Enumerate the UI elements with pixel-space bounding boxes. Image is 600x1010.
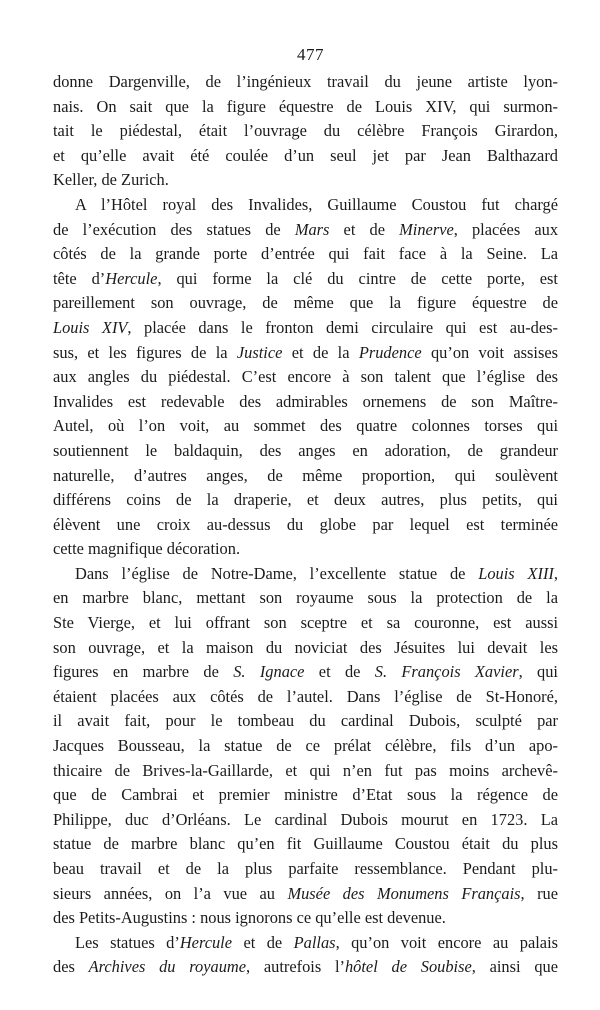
text-run: étaient placées aux côtés de l’autel. Dans l’église de St-Honoré, bbox=[53, 686, 558, 706]
text-line bbox=[53, 955, 558, 980]
book-page bbox=[53, 44, 558, 980]
text-run: , qui forme la clé du cintre de cette porte, est bbox=[157, 268, 558, 288]
text-line bbox=[53, 906, 558, 931]
text-run: pareillement son ouvrage, de même que la figure équestre de bbox=[53, 293, 558, 313]
italic-text: Pallas bbox=[293, 932, 336, 952]
text-line bbox=[53, 882, 558, 907]
text-line bbox=[53, 464, 558, 489]
text-run: figures en marbre de bbox=[53, 662, 234, 682]
text-line bbox=[53, 513, 558, 538]
paragraph bbox=[53, 193, 558, 562]
italic-text: S. François Xavier bbox=[374, 662, 519, 682]
text-run: , rue bbox=[520, 883, 559, 903]
text-line bbox=[53, 734, 558, 759]
italic-text: Justice bbox=[236, 342, 283, 362]
text-run: élèvent une croix au-dessus du globe par lequel est terminée bbox=[53, 514, 558, 534]
text-run: et de bbox=[329, 219, 400, 239]
text-run: cette magnifique décoration. bbox=[53, 539, 241, 559]
page-text-body bbox=[53, 70, 558, 980]
text-run: Keller, de Zurich. bbox=[53, 170, 169, 190]
text-line bbox=[53, 808, 558, 833]
text-line bbox=[53, 562, 558, 587]
italic-text: Louis XIII bbox=[478, 563, 554, 583]
text-line bbox=[53, 783, 558, 808]
text-run: et qu’elle avait été coulée d’un seul jet par Jean Balthazard bbox=[53, 145, 558, 165]
text-line bbox=[53, 586, 558, 611]
text-run: naturelle, d’autres anges, de même proportion, qui soulèvent bbox=[53, 465, 558, 485]
text-line bbox=[53, 168, 558, 193]
italic-text: Minerve bbox=[399, 219, 454, 239]
text-run: donne Dargenville, de l’ingénieux travail du jeune artiste lyon- bbox=[53, 72, 558, 91]
text-run: des Petits-Augustins : nous ignorons ce qu’elle est devenue. bbox=[53, 908, 446, 928]
text-line bbox=[53, 144, 558, 169]
text-run: sieurs années, on l’a vue au bbox=[53, 883, 288, 903]
italic-text: Louis XIV bbox=[53, 317, 128, 337]
paragraph bbox=[53, 931, 558, 980]
text-line bbox=[53, 611, 558, 636]
text-run: tête d’ bbox=[53, 268, 106, 288]
text-line bbox=[53, 267, 558, 292]
italic-text: Mars bbox=[294, 219, 330, 239]
text-run: Les statues d’ bbox=[75, 932, 180, 952]
italic-text: Musée des Monumens Français bbox=[287, 883, 521, 903]
text-run: Invalides est redevable des admirables ornemens de son Maître- bbox=[53, 391, 558, 411]
paragraph bbox=[53, 562, 558, 931]
text-run: nais. On sait que la figure équestre de Louis XIV, qui surmon- bbox=[53, 96, 558, 116]
text-line bbox=[53, 242, 558, 267]
text-run: Ste Vierge, et lui offrant son sceptre et sa couronne, est aussi bbox=[53, 613, 558, 633]
text-run: tait le piédestal, était l’ouvrage du célèbre François Girardon, bbox=[53, 121, 558, 141]
text-run: Jacques Bousseau, la statue de ce prélat célèbre, fils d’un apo- bbox=[53, 736, 558, 756]
text-run: côtés de la grande porte d’entrée qui fait face à la Seine. La bbox=[53, 244, 558, 264]
text-run: sus, et les figures de la bbox=[53, 342, 237, 362]
text-run: son ouvrage, et la maison du noviciat des Jésuites lui devait les bbox=[53, 637, 558, 657]
text-run: , placée dans le fronton demi circulaire qui est au-des- bbox=[127, 317, 558, 337]
text-line bbox=[53, 341, 558, 366]
text-line bbox=[53, 537, 558, 562]
text-line bbox=[53, 193, 558, 218]
text-run: que de Cambrai et premier ministre d’Etat sous la régence de bbox=[53, 785, 558, 805]
text-run: , autrefois l’ bbox=[246, 957, 345, 977]
text-line bbox=[53, 414, 558, 439]
text-run: beau travail et de la plus parfaite ressemblance. Pendant plu- bbox=[53, 859, 558, 878]
text-run: , qu’on voit encore au palais bbox=[335, 932, 559, 952]
italic-text: Prudence bbox=[358, 342, 422, 362]
text-line bbox=[53, 685, 558, 710]
text-run: en marbre blanc, mettant son royaume sous la protection de la bbox=[53, 588, 558, 608]
italic-text: Hercule bbox=[105, 268, 158, 288]
text-run: et de bbox=[232, 932, 294, 952]
text-line bbox=[53, 660, 558, 685]
italic-text: Archives du royaume bbox=[88, 957, 246, 977]
text-run: il avait fait, pour le tombeau du cardinal Dubois, sculpté par bbox=[53, 711, 558, 731]
text-run: qu’on voit assises bbox=[421, 342, 558, 362]
text-line bbox=[53, 390, 558, 415]
text-run: différens coins de la draperie, et deux autres, plus petits, qui bbox=[53, 490, 558, 510]
text-run: A l’Hôtel royal des Invalides, Guillaume Coustou fut chargé bbox=[75, 194, 558, 214]
text-run: Autel, où l’on voit, au sommet des quatre colonnes torses qui bbox=[53, 416, 558, 436]
text-run: , bbox=[553, 563, 558, 583]
text-run: aux angles du piédestal. C’est encore à son talent que l’église des bbox=[53, 367, 558, 387]
paragraph bbox=[53, 70, 558, 193]
text-run: , ainsi que bbox=[471, 957, 558, 977]
text-run: et de bbox=[304, 662, 375, 682]
text-line bbox=[53, 316, 558, 341]
italic-text: S. Ignace bbox=[233, 662, 305, 682]
text-run: Dans l’église de Notre-Dame, l’excellente statue de bbox=[75, 563, 479, 583]
text-line bbox=[53, 931, 558, 956]
text-line bbox=[53, 857, 558, 882]
text-line bbox=[53, 832, 558, 857]
text-run: , qui bbox=[518, 662, 558, 682]
text-line bbox=[53, 439, 558, 464]
text-line bbox=[53, 636, 558, 661]
text-run: soutiennent le baldaquin, des anges en adoration, de grandeur bbox=[53, 440, 558, 460]
text-line bbox=[53, 95, 558, 120]
italic-text: hôtel de Soubise bbox=[344, 957, 472, 977]
text-line bbox=[53, 291, 558, 316]
text-run: Philippe, duc d’Orléans. Le cardinal Dubois mourut en 1723. La bbox=[53, 809, 558, 829]
text-line bbox=[53, 218, 558, 243]
page-number: 477 bbox=[297, 45, 324, 64]
text-line bbox=[53, 70, 558, 95]
text-run: , placées aux bbox=[453, 219, 559, 239]
text-run: et de la bbox=[282, 342, 359, 362]
text-run: thicaire de Brives-la-Gaillarde, et qui n’en fut pas moins archevê- bbox=[53, 760, 558, 780]
text-run: des bbox=[53, 957, 89, 977]
text-line bbox=[53, 488, 558, 513]
text-line bbox=[53, 119, 558, 144]
text-line bbox=[53, 759, 558, 784]
text-line bbox=[53, 709, 558, 734]
text-line bbox=[53, 365, 558, 390]
text-run: statue de marbre blanc qu’en fit Guillaume Coustou était du plus bbox=[53, 834, 558, 854]
italic-text: Hercule bbox=[179, 932, 233, 952]
text-run: de l’exécution des statues de bbox=[53, 219, 295, 239]
